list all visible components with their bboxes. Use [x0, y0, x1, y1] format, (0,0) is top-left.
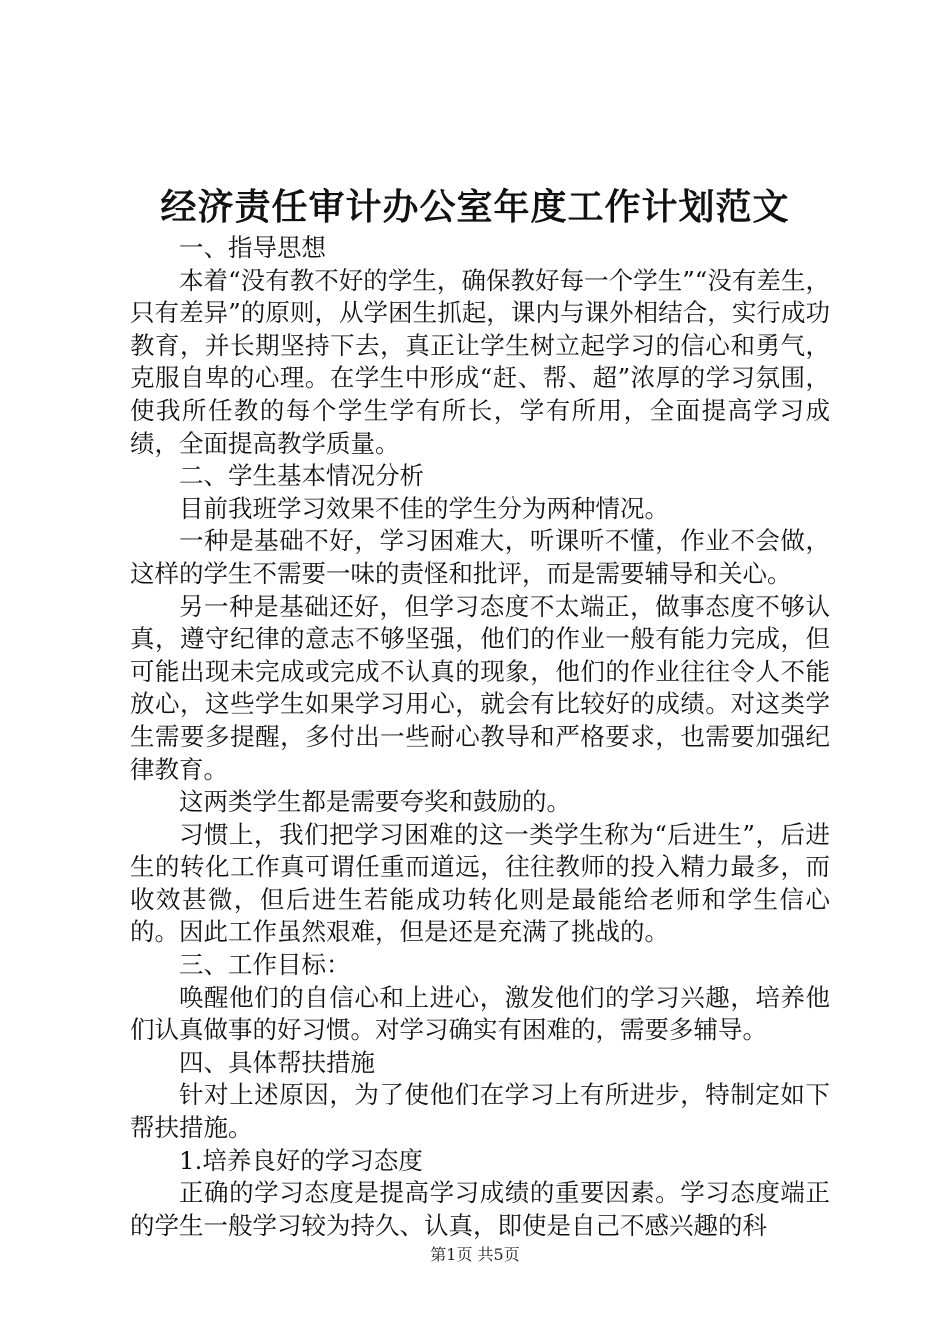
body-paragraph: 正确的学习态度是提高学习成绩的重要因素。学习态度端正的学生一般学习较为持久、认真，即使是自己不感兴趣的科 [130, 1178, 830, 1240]
subsection-heading: 1.培养良好的学习态度 [179, 1145, 423, 1175]
body-paragraph: 习惯上，我们把学习困难的这一类学生称为“后进生”，后进生的转化工作真可谓任重而道远，往往教师的投入精力最多，而收效甚微，但后进生若能成功转化则是最能给老师和学生信心的。因此工作虽然艰难，但是还是充满了挑战的。 [130, 819, 830, 947]
document-body [130, 232, 830, 1242]
body-paragraph: 这两类学生都是需要夸奖和鼓励的。 [179, 787, 571, 817]
section-heading-work-goals: 三、工作目标： [179, 950, 351, 980]
body-paragraph: 一种是基础不好，学习困难大，听课听不懂，作业不会做，这样的学生不需要一味的责怪和批评，而是需要辅导和关心。 [130, 526, 830, 588]
body-paragraph: 另一种是基础还好，但学习态度不太端正，做事态度不够认真，遵守纪律的意志不够坚强，他们的作业一般有能力完成，但可能出现未完成或完成不认真的现象，他们的作业往往令人不能放心，这些学生如果学习用心，就会有比较好的成绩。对这类学生需要多提醒，多付出一些耐心教导和严格要求，也需要加强纪律教育。 [130, 591, 830, 784]
body-paragraph: 唤醒他们的自信心和上进心，激发他们的学习兴趣，培养他们认真做事的好习惯。对学习确实有困难的，需要多辅导。 [130, 982, 830, 1045]
page-number-footer: 第1页 共5页 [430, 1245, 520, 1264]
document-title: 经济责任审计办公室年度工作计划范文 [160, 186, 790, 228]
section-heading-support-measures: 四、具体帮扶措施 [179, 1047, 375, 1077]
section-heading-guiding-ideology: 一、指导思想 [179, 233, 326, 262]
section-heading-student-analysis: 二、学生基本情况分析 [179, 461, 424, 491]
body-paragraph: 针对上述原因，为了使他们在学习上有所进步，特制定如下帮扶措施。 [130, 1080, 830, 1143]
body-paragraph: 目前我班学习效果不佳的学生分为两种情况。 [179, 493, 669, 523]
body-paragraph: 本着“没有教不好的学生，确保教好每一个学生”“没有差生，只有差异”的原则，从学困生抓起，课内与课外相结合，实行成功教育，并长期坚持下去，真正让学生树立起学习的信心和勇气，克服自卑的心理。在学生中形成“赶、帮、超”浓厚的学习氛围，使我所任教的每个学生学有所长，学有所用，全面提高学习成绩，全面提高教学质量。 [130, 265, 830, 458]
